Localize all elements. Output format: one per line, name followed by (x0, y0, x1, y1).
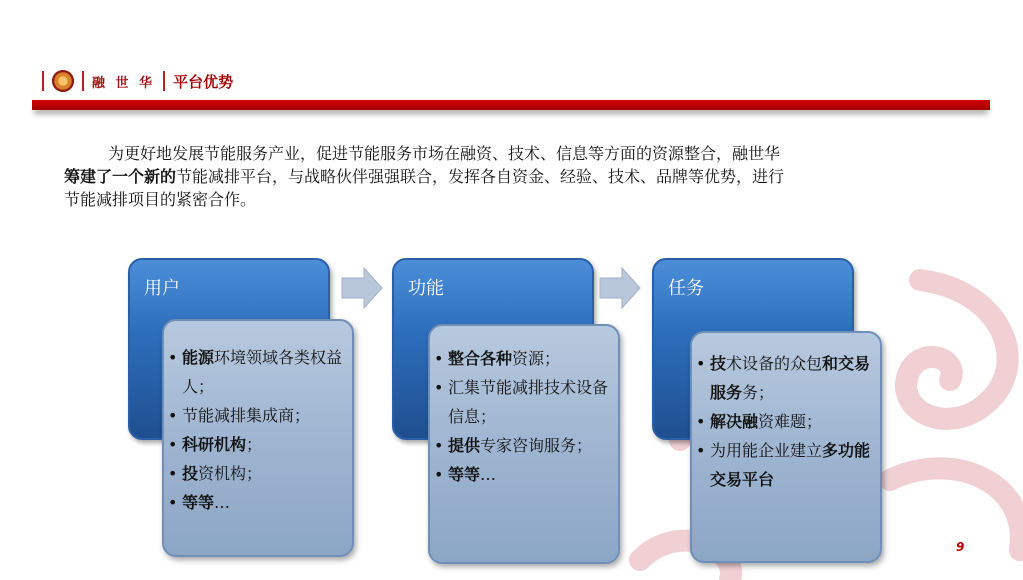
intro-line-1: 为更好地发展节能服务产业，促进节能服务市场在融资、技术、信息等方面的资源整合，融世华 (108, 144, 781, 163)
list-item: • 整合各种资源； (430, 344, 618, 373)
header-rule (32, 100, 990, 110)
list-item: • 解决融资难题； (692, 407, 880, 436)
intro-line-3: 节能减排项目的紧密合作。 (64, 190, 257, 209)
page-number: 9 (956, 540, 965, 554)
list-item: • 等等… (430, 460, 618, 489)
list-item: • 等等… (164, 488, 352, 517)
intro-paragraph (64, 142, 944, 211)
list-item: • 为用能企业建立多功能交易平台 (692, 436, 880, 494)
arrow-right-icon (340, 266, 384, 310)
column-content-tasks (690, 331, 882, 563)
column-content-users (162, 319, 354, 557)
list-item: • 汇集节能减排技术设备信息； (430, 373, 618, 431)
list-item: • 投资机构； (164, 459, 352, 488)
logo-emblem (52, 70, 74, 92)
list-item: • 科研机构； (164, 430, 352, 459)
section-title: 平台优势 (173, 72, 234, 91)
list-item: • 节能减排集成商； (164, 401, 352, 430)
column-title: 功能 (408, 278, 444, 299)
column-title: 任务 (668, 278, 704, 299)
intro-line-2 (64, 165, 944, 188)
list-item: • 技术设备的众包和交易服务务； (692, 349, 880, 407)
column-content-functions (428, 324, 620, 564)
list-item: • 提供专家咨询服务； (430, 431, 618, 460)
header-divider (42, 71, 44, 91)
header-divider (163, 71, 165, 91)
intro-emphasis: 筹建了一个新的 (64, 167, 177, 186)
header-divider (82, 71, 84, 91)
column-title: 用户 (144, 278, 180, 299)
intro-line-2-rest: 节能减排平台，与战略伙伴强强联合，发挥各自资金、经验、技术、品牌等优势，进行 (176, 167, 785, 186)
slide-header (34, 66, 233, 96)
arrow-right-icon (598, 266, 642, 310)
brand-name: 融 世 华 (92, 75, 156, 91)
list-item: • 能源环境领域各类权益人； (164, 343, 352, 401)
